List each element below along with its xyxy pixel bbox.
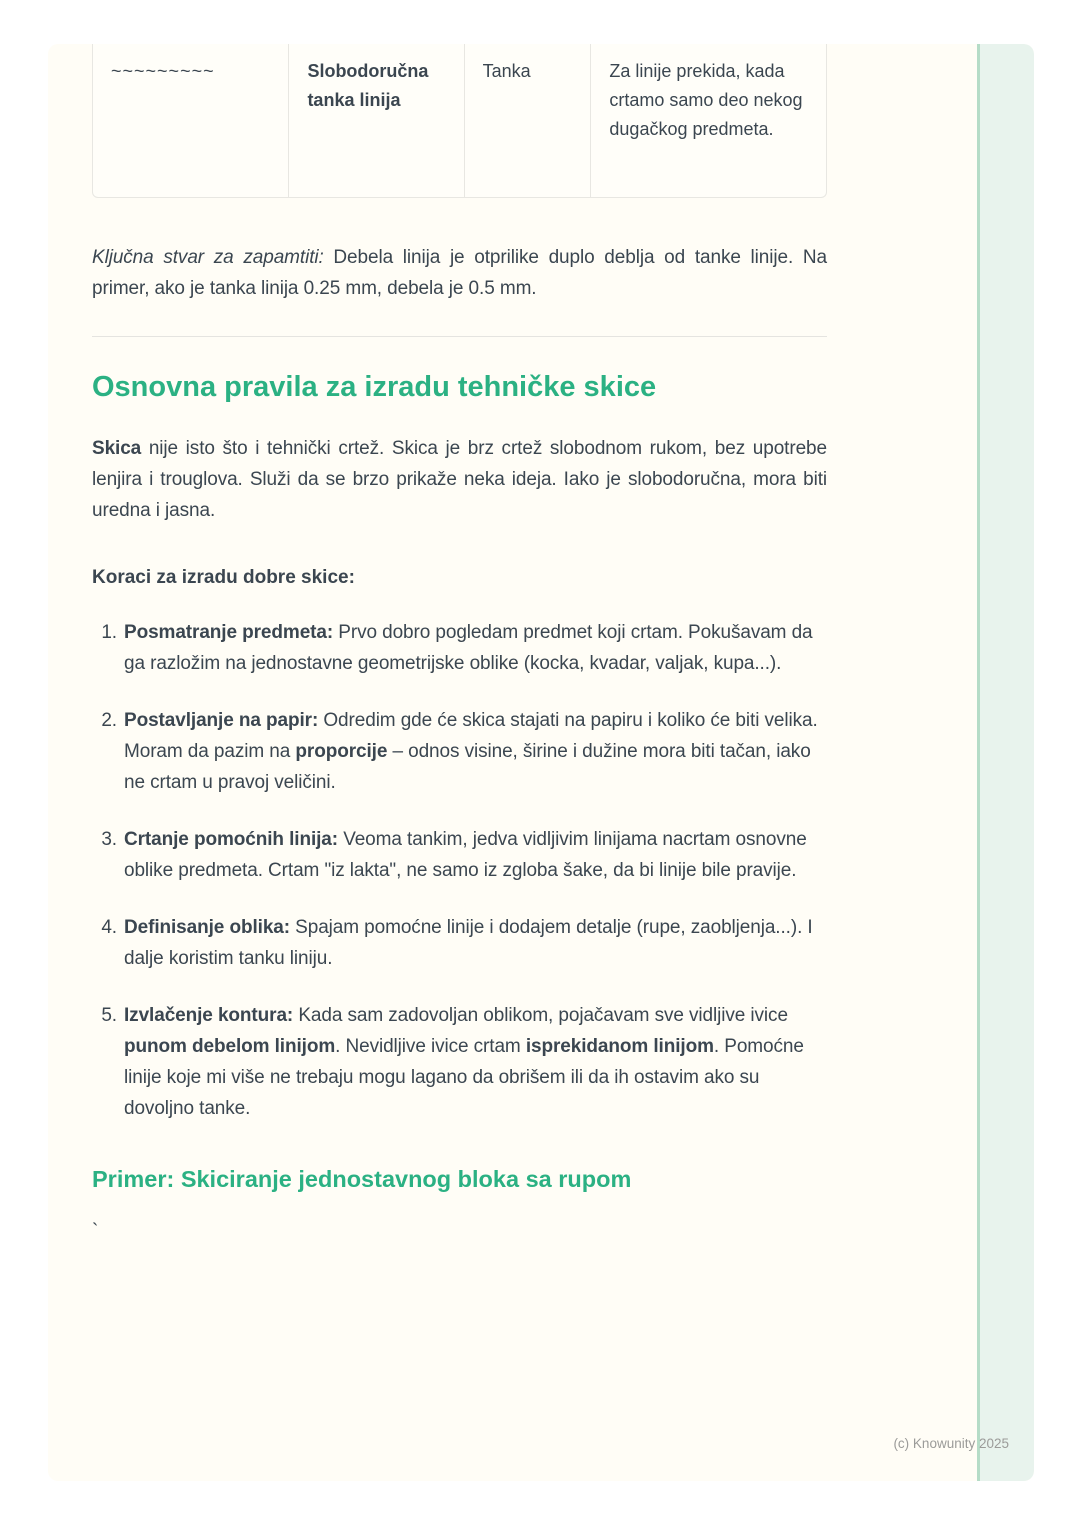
example-heading: Primer: Skiciranje jednostavnog bloka sa rupom	[92, 1166, 632, 1192]
table-cell-line-symbol	[93, 44, 289, 197]
section-divider	[92, 336, 827, 337]
accent-stripe	[977, 44, 1034, 1481]
section-heading: Osnovna pravila za izradu tehničke skice	[92, 371, 657, 403]
step-text: Posmatranje predmeta: Prvo dobro pogledam predmet koji crtam. Pokušavam da ga razložim na jednostavne geometrijske oblike (kocka, kvadar, valjak, kupa...).	[124, 622, 813, 674]
step-number: 3.	[101, 829, 117, 850]
step-item-4	[92, 912, 827, 974]
line-name-text: Slobodoručna tanka linija	[307, 61, 429, 110]
step-number: 5.	[101, 1005, 117, 1026]
steps-list	[92, 617, 827, 1124]
steps-label: Koraci za izradu dobre skice:	[92, 567, 355, 588]
step-text: Postavljanje na papir: Odredim gde će skica stajati na papiru i koliko će biti velika. Moram da pazim na proporcije – odnos visine, širine i dužine mora biti tačan, iako ne crtam u pravoj veličini.	[124, 710, 818, 793]
key-note-paragraph: Ključna stvar za zapamtiti: Debela linija je otprilike duplo deblja od tanke linije. Na primer, ako je tanka linija 0.25 mm, debela je 0.5 mm.	[92, 247, 827, 299]
step-text: Definisanje oblika: Spajam pomoćne linije i dodajem detalje (rupe, zaobljenja...). I dalje koristim tanku liniju.	[124, 917, 813, 969]
intro-paragraph: Skica nije isto što i tehnički crtež. Skica je brz crtež slobodnom rukom, bez upotrebe lenjira i trouglova. Služi da se brzo prikaže neka ideja. Iako je slobodoručna, mora biti uredna i jasna.	[92, 438, 827, 521]
step-text: Izvlačenje kontura: Kada sam zadovoljan oblikom, pojačavam sve vidljive ivice punom debelom linijom. Nevidljive ivice crtam isprekidanom linijom. Pomoćne linije koje mi više ne trebaju mogu lagano da obrišem ili da ih ostavim ako su dovoljno tanke.	[124, 1005, 804, 1119]
table-cell-line-name	[289, 44, 464, 197]
wavy-line-symbol: ~~~~~~~~~	[111, 61, 215, 81]
step-number: 4.	[101, 917, 117, 938]
page-content	[92, 44, 827, 1247]
step-item-5	[92, 1000, 827, 1124]
line-types-table	[92, 44, 827, 198]
table-cell-line-usage	[591, 44, 826, 197]
table-cell-line-thickness	[465, 44, 592, 197]
step-item-3	[92, 824, 827, 886]
line-usage-text: Za linije prekida, kada crtamo samo deo nekog dugačkog predmeta.	[609, 61, 803, 139]
step-text: Crtanje pomoćnih linija: Veoma tankim, jedva vidljivim linijama nacrtam osnovne oblike predmeta. Crtam "iz lakta", ne samo iz zgloba šake, da bi linije bile pravije.	[124, 829, 807, 881]
step-number: 2.	[101, 710, 117, 731]
step-item-1	[92, 617, 827, 679]
page-card	[48, 44, 1034, 1481]
line-thickness-text: Tanka	[482, 61, 531, 81]
step-item-2	[92, 705, 827, 798]
step-number: 1.	[101, 622, 117, 643]
backtick-placeholder: `	[92, 1221, 99, 1242]
copyright-footer: (c) Knowunity 2025	[893, 1436, 1009, 1451]
